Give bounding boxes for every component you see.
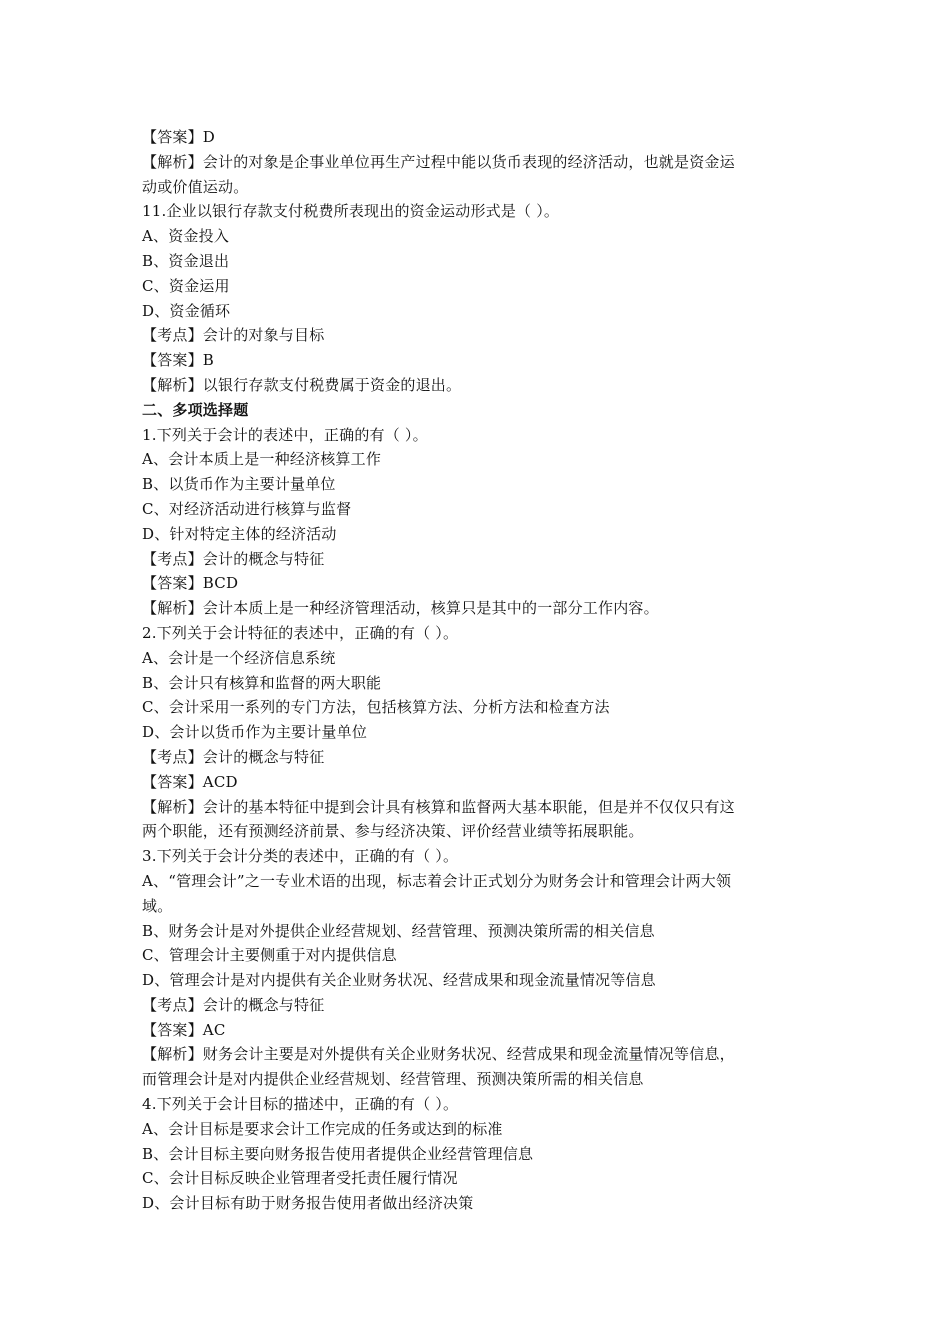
option-a: A、“管理会计”之一专业术语的出现，标志着会计正式划分为财务会计和管理会计两大领 xyxy=(142,871,732,890)
explanation-line-continued: 动或价值运动。 xyxy=(142,177,249,196)
explanation-line: 【解析】会计的对象是企事业单位再生产过程中能以货币表现的经济活动，也就是资金运 xyxy=(142,152,735,171)
option-a: A、资金投入 xyxy=(142,227,230,246)
answer-line: 【答案】ACD xyxy=(142,772,238,791)
option-a: A、会计目标是要求会计工作完成的任务或达到的标准 xyxy=(142,1119,503,1138)
option-d: D、管理会计是对内提供有关企业财务状况、经营成果和现金流量情况等信息 xyxy=(142,971,656,990)
question-1: 1.下列关于会计的表述中，正确的有（ ）。 xyxy=(142,425,428,444)
answer-line: 【答案】BCD xyxy=(142,574,239,593)
option-b: B、财务会计是对外提供企业经营规划、经营管理、预测决策所需的相关信息 xyxy=(142,921,655,940)
key-point-line: 【考点】会计的概念与特征 xyxy=(142,995,325,1014)
explanation-line-continued: 两个职能，还有预测经济前景、参与经济决策、评价经营业绩等拓展职能。 xyxy=(142,822,644,841)
explanation-line: 【解析】会计本质上是一种经济管理活动，核算只是其中的一部分工作内容。 xyxy=(142,599,659,618)
option-c: C、会计目标反映企业管理者受托责任履行情况 xyxy=(142,1169,458,1188)
option-b: B、以货币作为主要计量单位 xyxy=(142,475,336,494)
option-c: C、资金运用 xyxy=(142,276,230,295)
section-heading: 二、多项选择题 xyxy=(142,400,249,419)
key-point-line: 【考点】会计的概念与特征 xyxy=(142,747,325,766)
explanation-line: 【解析】会计的基本特征中提到会计具有核算和监督两大基本职能，但是并不仅仅只有这 xyxy=(142,797,735,816)
explanation-line: 【解析】以银行存款支付税费属于资金的退出。 xyxy=(142,375,462,394)
question-3: 3.下列关于会计分类的表述中，正确的有（ ）。 xyxy=(142,847,459,866)
question-2: 2.下列关于会计特征的表述中，正确的有（ ）。 xyxy=(142,623,459,642)
key-point-line: 【考点】会计的概念与特征 xyxy=(142,549,325,568)
key-point-line: 【考点】会计的对象与目标 xyxy=(142,326,325,345)
answer-line: 【答案】B xyxy=(142,351,215,370)
option-c: C、会计采用一系列的专门方法，包括核算方法、分析方法和检查方法 xyxy=(142,698,610,717)
question-4: 4.下列关于会计目标的描述中，正确的有（ ）。 xyxy=(142,1095,459,1114)
explanation-line: 【解析】财务会计主要是对外提供有关企业财务状况、经营成果和现金流量情况等信息， xyxy=(142,1045,735,1064)
option-d: D、针对特定主体的经济活动 xyxy=(142,524,337,543)
explanation-line-continued: 而管理会计是对内提供企业经营规划、经营管理、预测决策所需的相关信息 xyxy=(142,1070,644,1089)
option-a: A、会计是一个经济信息系统 xyxy=(142,648,336,667)
option-b: B、资金退出 xyxy=(142,251,230,270)
option-d: D、会计以货币作为主要计量单位 xyxy=(142,723,368,742)
option-a: A、会计本质上是一种经济核算工作 xyxy=(142,450,382,469)
option-b: B、会计只有核算和监督的两大职能 xyxy=(142,673,382,692)
option-c: C、对经济活动进行核算与监督 xyxy=(142,499,352,518)
option-d: D、资金循环 xyxy=(142,301,231,320)
option-b: B、会计目标主要向财务报告使用者提供企业经营管理信息 xyxy=(142,1144,534,1163)
option-c: C、管理会计主要侧重于对内提供信息 xyxy=(142,946,397,965)
document-page xyxy=(142,125,822,1216)
answer-line: 【答案】AC xyxy=(142,1020,226,1039)
option-d: D、会计目标有助于财务报告使用者做出经济决策 xyxy=(142,1194,474,1213)
answer-line: 【答案】D xyxy=(142,128,216,146)
question-11: 11.企业以银行存款支付税费所表现出的资金运动形式是（ ）。 xyxy=(142,202,560,221)
option-a-continued: 域。 xyxy=(142,896,173,915)
